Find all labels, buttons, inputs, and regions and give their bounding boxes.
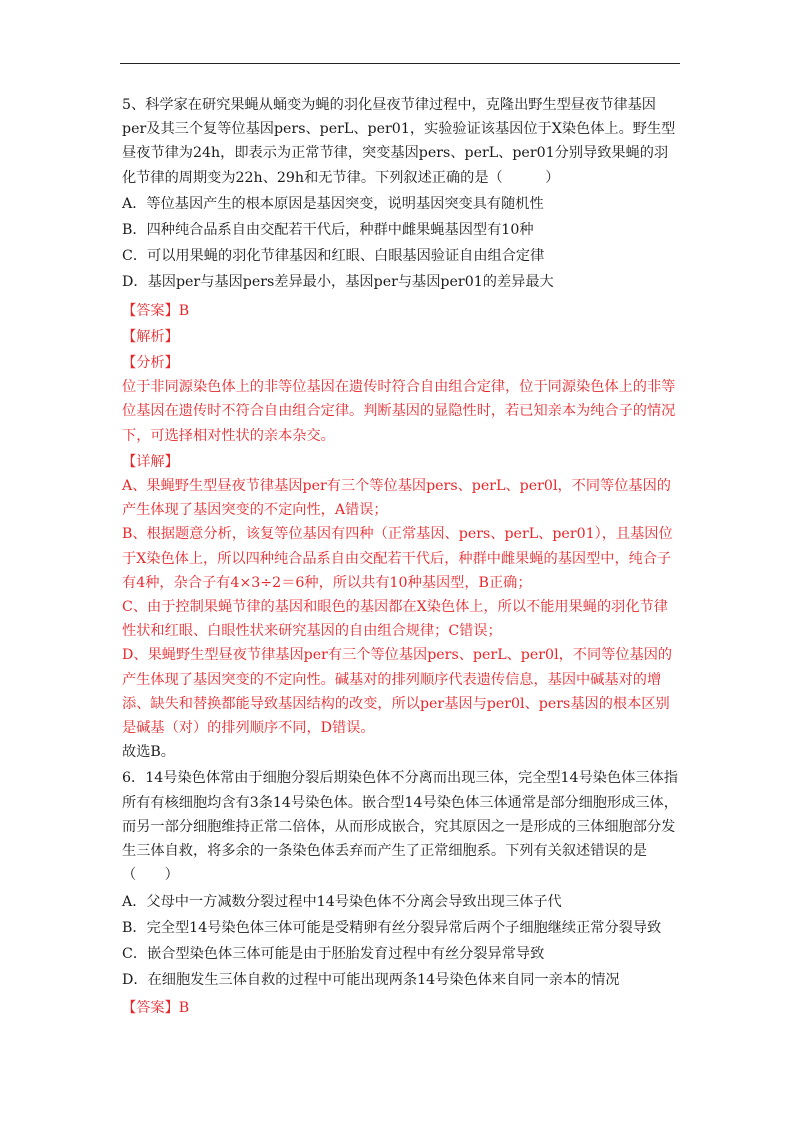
- xiangjie-b: B、根据题意分析，该复等位基因有四种（正常基因、pers、perL、per01），且基因位于X染色体上，所以四种纯合品系自由交配若干代后，种群中雌果蝇的基因型中，纯合子有4种，杂合子有4×3÷2＝6种，所以共有10种基因型，B正确；: [122, 526, 673, 591]
- q6-option-b: B．完全型14号染色体三体可能是受精卵有丝分裂异常后两个子细胞继续正常分裂导致: [122, 919, 662, 936]
- q6-answer-value: B: [178, 1000, 190, 1017]
- question-5-stem: 5、科学家在研究果蝇从蛹变为蝇的羽化昼夜节律过程中，克隆出野生型昼夜节律基因per及其三个复等位基因pers、perL、per01，实验验证该基因位于X染色体上。野生型昼夜节律为24h，即表示为正常节律，突变基因pers、perL、per01分别导致果蝇的羽化节律的周期变为22h、29h和无节律。下列叙述正确的是（ ）: [122, 97, 676, 186]
- xiangjie-d: D、果蝇野生型昼夜节律基因per有三个等位基因pers、perL、per0l，不同等位基因的产生体现了基因突变的不定向性。碱基对的排列顺序代表遗传信息，基因中碱基对的增添、缺失和替换都能导致基因结构的改变，所以per基因与per0l、pers基因的根本区别是碱基（对）的排列顺序不同，D错误。: [122, 647, 673, 737]
- q6-option-c: C．嵌合型染色体三体可能是由于胚胎发育过程中有丝分裂异常导致: [122, 945, 545, 962]
- conclusion: 故选B。: [122, 744, 175, 761]
- q6-option-d: D．在细胞发生三体自救的过程中可能出现两条14号染色体来自同一亲本的情况: [122, 972, 620, 989]
- header-rule: [120, 63, 680, 64]
- answer-line: [122, 299, 678, 323]
- option-c: C．可以用果蝇的羽化节律基因和红眼、白眼基因验证自由组合定律: [122, 248, 545, 265]
- option-a: A．等位基因产生的根本原因是基因突变，说明基因突变具有随机性: [122, 195, 544, 212]
- q6-answer-line: [122, 996, 678, 1020]
- q6-answer-label: 【答案】: [122, 1000, 179, 1017]
- option-b: B．四种纯合品系自由交配若干代后，种群中雌果蝇基因型有10种: [122, 222, 534, 239]
- analysis-label: 【解析】: [122, 328, 179, 345]
- xiangjie-label: 【详解】: [122, 453, 179, 470]
- xiangjie-a: A、果蝇野生型昼夜节律基因per有三个等位基因pers、perL、per0l，不同等位基因的产生体现了基因突变的不定向性，A错误；: [122, 478, 671, 519]
- document-body: [122, 93, 678, 1021]
- fenxi-label: 【分析】: [122, 355, 179, 372]
- fenxi-text: 位于非同源染色体上的非等位基因在遗传时符合自由组合定律，位于同源染色体上的非等位基因在遗传时不符合自由组合定律。判断基因的显隐性时，若已知亲本为纯合子的情况下，可选择相对性状的亲本杂交。: [122, 379, 676, 444]
- answer-label: 【答案】: [122, 302, 179, 319]
- q6-option-a: A．父母中一方减数分裂过程中14号染色体不分离会导致出现三体子代: [122, 893, 562, 910]
- answer-value: B: [178, 302, 190, 319]
- option-d: D．基因per与基因pers差异最小，基因per与基因per01的差异最大: [122, 274, 554, 291]
- question-6-stem: 6．14号染色体常由于细胞分裂后期染色体不分离而出现三体，完全型14号染色体三体指所有有核细胞均含有3条14号染色体。嵌合型14号染色体三体通常是部分细胞形成三体，而另一部分细胞维持正常二倍体，从而形成嵌合，究其原因之一是形成的三体细胞部分发生三体自救，将多余的一条染色体丢弃而产生了正常细胞系。下列有关叙述错误的是（ ）: [122, 770, 678, 884]
- xiangjie-c: C、由于控制果蝇节律的基因和眼色的基因都在X染色体上，所以不能用果蝇的羽化节律性状和红眼、白眼性状来研究基因的自由组合规律；C错误；: [122, 599, 668, 640]
